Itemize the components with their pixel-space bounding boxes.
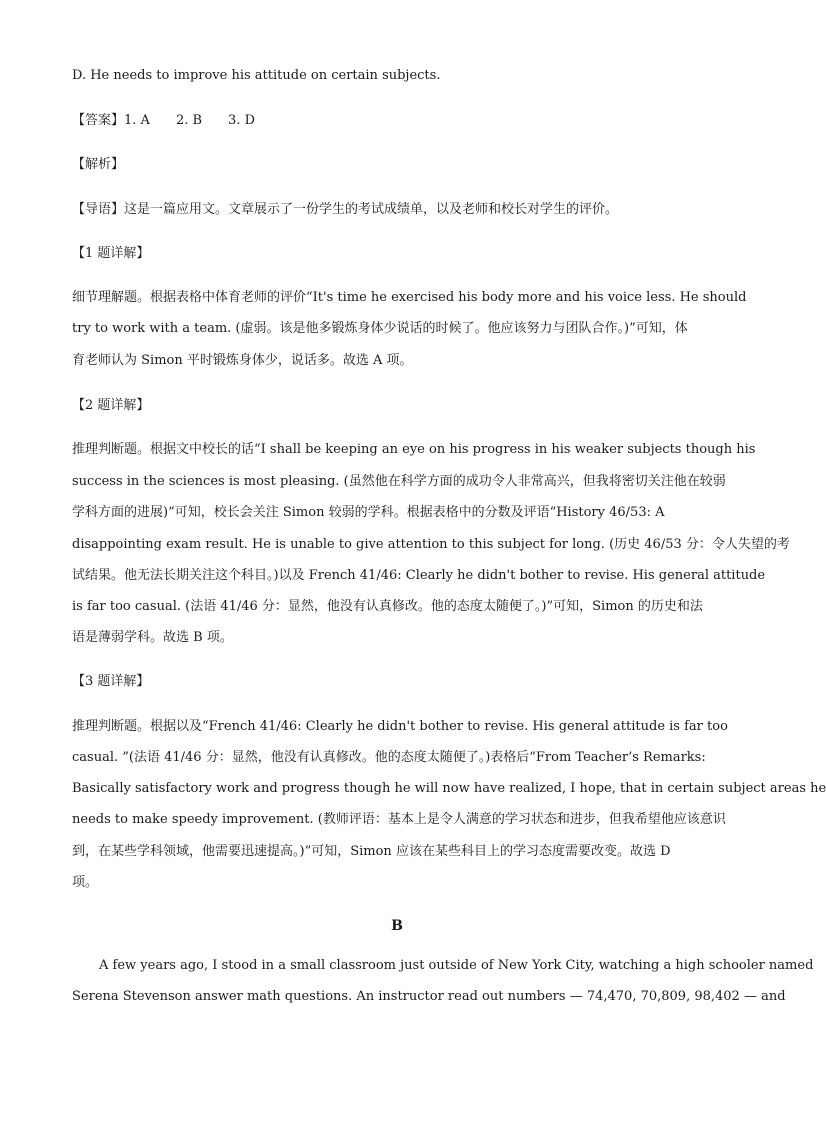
intro-text: 这是一篇应用文。文章展示了一份学生的考试成绩单，以及老师和校长对学生的评价。 [124, 202, 619, 217]
q2-line: is far too casual. (法语 41/46 分：显然，他没有认真修改。他的态度太随便了。)”可知，Simon 的历史和法 [72, 599, 703, 614]
intro-label: 【导语】 [72, 202, 125, 217]
q3-heading: 【3 题详解】 [72, 674, 150, 689]
section-b-heading: B [391, 918, 403, 934]
intro-line [72, 201, 724, 219]
q1-heading: 【1 题详解】 [72, 246, 150, 261]
option-d: D. He needs to improve his attitude on certain subjects. [72, 68, 441, 83]
q2-line: 试结果。他无法长期关注这个科目。)以及 French 41/46: Clearly he didn't bother to revise. His general attitude [72, 568, 766, 583]
section-b-line: Serena Stevenson answer math questions. An instructor read out numbers — 74,470, 70,809, 98,402 — and [72, 989, 786, 1004]
q2-line: 学科方面的进展)”可知，校长会关注 Simon 较弱的学科。根据表格中的分数及评语“History 46/53: A [72, 505, 665, 520]
q2-line: 语是薄弱学科。故选 B 项。 [72, 630, 233, 645]
analysis-label: 【解析】 [72, 157, 125, 172]
q2-line: 推理判断题。根据文中校长的话“I shall be keeping an eye on his progress in his weaker subjects though his [72, 442, 756, 457]
q1-line: 细节理解题。根据表格中体育老师的评价“It's time he exercised his body more and his voice less. He should [72, 290, 747, 305]
q2-heading: 【2 题详解】 [72, 398, 150, 413]
q3-line: 推理判断题。根据以及“French 41/46: Clearly he didn't bother to revise. His general attitude is far too [72, 719, 728, 734]
q3-line: 到，在某些学科领域，他需要迅速提高。)”可知，Simon 应该在某些科目上的学习态度需要改变。故选 D [72, 844, 671, 859]
answer-label: 【答案】 [72, 113, 125, 128]
q3-line: casual. ”(法语 41/46 分：显然，他没有认真修改。他的态度太随便了。)表格后“From Teacher’s Remarks: [72, 750, 706, 765]
q3-line: Basically satisfactory work and progress though he will now have realized, I hope, that in certain subject areas he [72, 781, 826, 796]
q1-line: try to work with a team. (虚弱。该是他多锻炼身体少说话的时候了。他应该努力与团队合作。)”可知，体 [72, 321, 688, 336]
q2-line: disappointing exam result. He is unable to give attention to this subject for long. (历史 46/53 分：令人失望的考 [72, 537, 790, 552]
answer-item: 3. D [228, 113, 256, 128]
answer-line [72, 112, 724, 130]
q3-line: 项。 [72, 875, 99, 890]
q2-line: success in the sciences is most pleasing. (虽然他在科学方面的成功令人非常高兴，但我将密切关注他在较弱 [72, 474, 726, 489]
answer-item: 2. B [175, 113, 203, 128]
q1-line: 育老师认为 Simon 平时锻炼身体少，说话多。故选 A 项。 [72, 353, 413, 368]
section-b-line: A few years ago, I stood in a small classroom just outside of New York City, watching a high schooler named [99, 958, 814, 973]
answer-item: 1. A [124, 113, 150, 128]
q3-line: needs to make speedy improvement. (教师评语：基本上是令人满意的学习状态和进步，但我希望他应该意识 [72, 812, 726, 827]
